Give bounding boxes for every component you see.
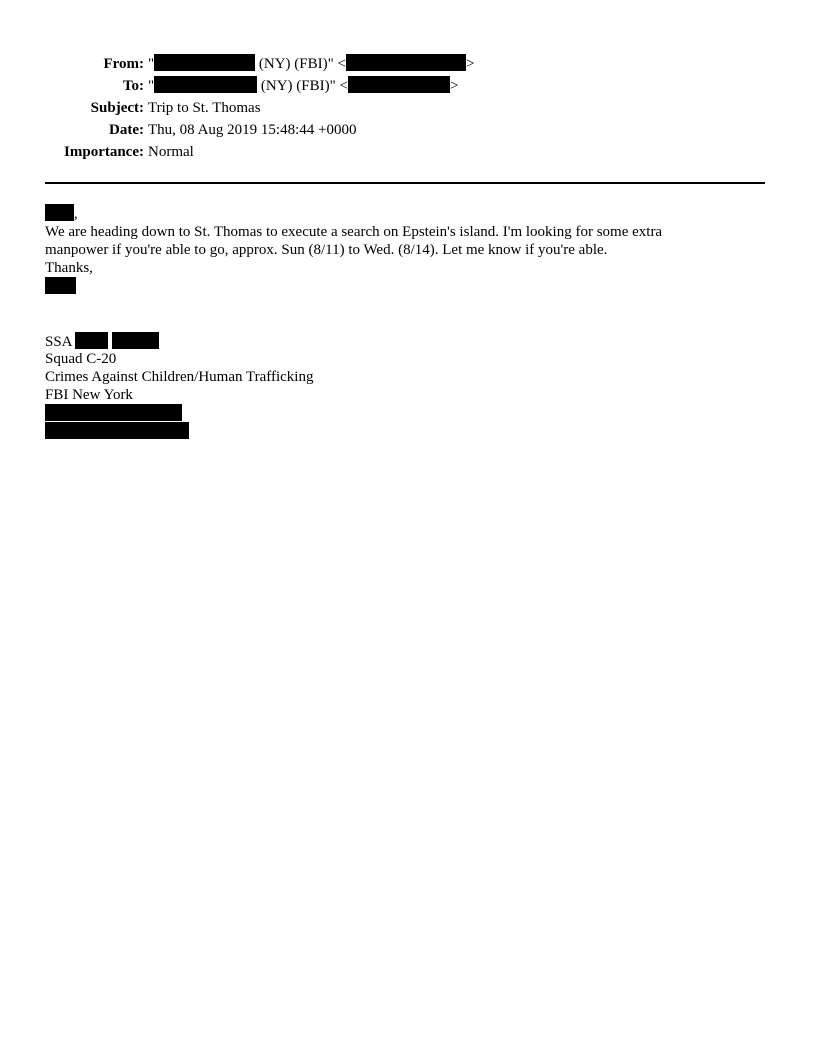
to-row <box>0 75 816 97</box>
signature-spacer <box>45 296 765 332</box>
signature-unit: Crimes Against Children/Human Trafficking <box>45 369 314 385</box>
from-end: > <box>465 56 475 72</box>
signature-phone-1 <box>45 404 765 422</box>
sender-name-redaction <box>45 277 76 294</box>
importance-value: Normal <box>148 144 194 160</box>
to-name-redaction <box>154 76 257 93</box>
to-label: To: <box>122 78 144 94</box>
from-label: From: <box>103 56 144 72</box>
importance-row <box>0 141 816 163</box>
signature-phone-1-redaction <box>45 404 182 421</box>
sender-name <box>45 277 765 296</box>
to-value <box>148 75 458 97</box>
subject-value: Trip to St. Thomas <box>148 100 261 116</box>
date-value: Thu, 08 Aug 2019 15:48:44 +0000 <box>148 122 357 138</box>
to-end: > <box>449 78 459 94</box>
to-quote: " <box>148 78 155 94</box>
message-line-1: We are heading down to St. Thomas to execute a search on Epstein's island. I'm looking for some extra <box>45 224 663 240</box>
date-label: Date: <box>109 122 144 138</box>
signature-title <box>45 332 765 350</box>
signature-first-name-redaction <box>75 332 108 349</box>
closing: Thanks, <box>45 260 93 276</box>
from-row <box>0 53 816 75</box>
signature-squad: Squad C-20 <box>45 351 117 367</box>
from-quote: " <box>148 56 155 72</box>
header-divider <box>45 182 765 184</box>
recipient-name-redaction <box>45 204 74 221</box>
from-mid: (NY) (FBI)" < <box>255 56 346 72</box>
signature-last-name-redaction <box>112 332 159 349</box>
signature-office: FBI New York <box>45 387 133 403</box>
greeting <box>45 204 765 223</box>
date-row <box>0 119 816 141</box>
signature-phone-2-redaction <box>45 422 189 439</box>
from-value <box>148 53 474 75</box>
greeting-comma: , <box>74 206 78 222</box>
message-body <box>45 204 765 440</box>
message-line-2: manpower if you're able to go, approx. Sun (8/11) to Wed. (8/14). Let me know if you're able. <box>45 242 608 258</box>
from-email-redaction <box>346 54 466 71</box>
signature-phone-2 <box>45 422 765 440</box>
from-name-redaction <box>154 54 255 71</box>
signature-title-prefix: SSA <box>45 334 72 350</box>
importance-label: Importance: <box>64 144 144 160</box>
email-header <box>0 53 816 163</box>
subject-label: Subject: <box>90 100 144 116</box>
to-mid: (NY) (FBI)" < <box>257 78 348 94</box>
to-email-redaction <box>348 76 450 93</box>
subject-row <box>0 97 816 119</box>
